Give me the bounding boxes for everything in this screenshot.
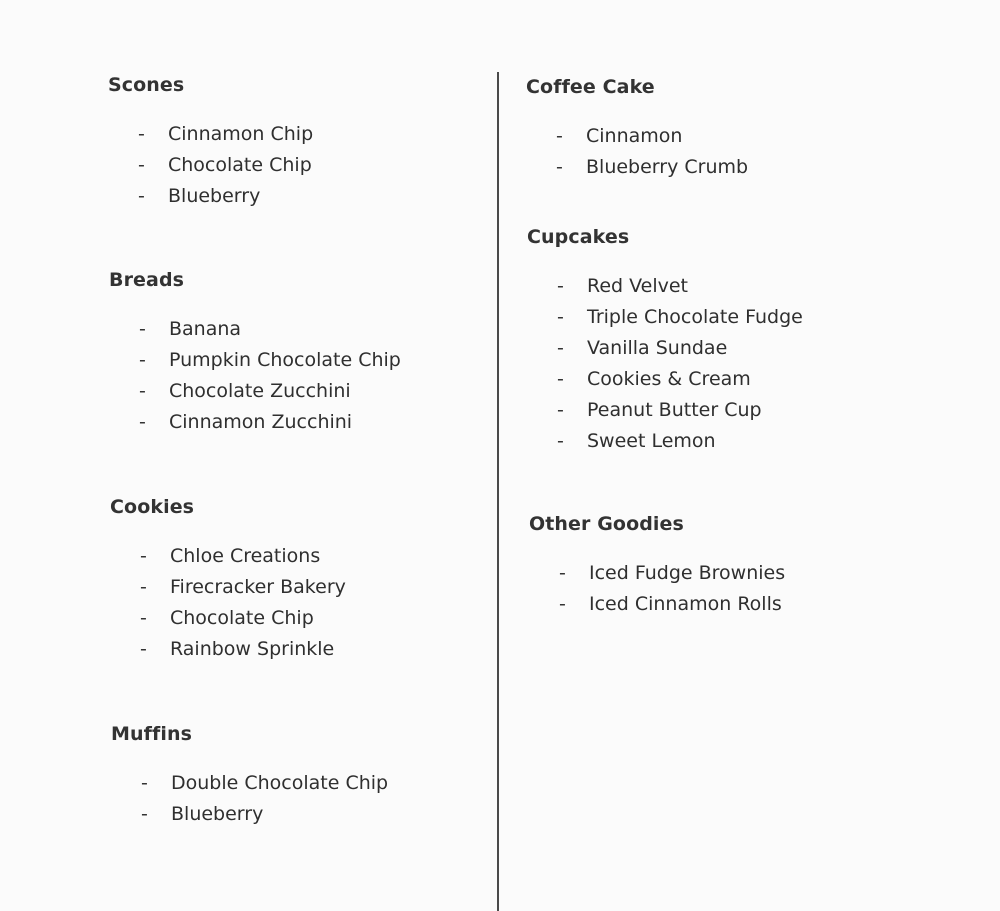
item-list xyxy=(529,558,785,620)
item-list xyxy=(527,271,803,457)
section-heading: Coffee Cake xyxy=(526,76,655,98)
list-item: - Iced Cinnamon Rolls xyxy=(529,589,785,620)
section-other-goodies xyxy=(529,512,785,620)
list-item: - Blueberry xyxy=(108,181,313,212)
list-item: - Sweet Lemon xyxy=(527,426,803,457)
item-list xyxy=(111,768,388,830)
list-item: - Firecracker Bakery xyxy=(110,572,346,603)
item-list xyxy=(110,541,346,665)
list-item: - Peanut Butter Cup xyxy=(527,395,803,426)
section-heading: Scones xyxy=(108,74,185,96)
list-item: - Banana xyxy=(109,314,401,345)
section-heading: Breads xyxy=(109,269,185,291)
section-heading: Muffins xyxy=(111,723,193,745)
item-list xyxy=(108,119,313,212)
section-cupcakes xyxy=(527,225,803,457)
list-item: - Cinnamon Chip xyxy=(108,119,313,150)
section-breads xyxy=(109,268,401,438)
item-list xyxy=(526,121,748,183)
list-item: - Red Velvet xyxy=(527,271,803,302)
list-item: - Cinnamon Zucchini xyxy=(109,407,401,438)
section-heading: Cupcakes xyxy=(527,226,630,248)
list-item: - Double Chocolate Chip xyxy=(111,768,388,799)
section-heading: Cookies xyxy=(110,496,195,518)
list-item: - Cinnamon xyxy=(526,121,748,152)
section-cookies xyxy=(110,495,346,665)
item-list xyxy=(109,314,401,438)
list-item: - Triple Chocolate Fudge xyxy=(527,302,803,333)
section-coffee-cake xyxy=(526,75,748,183)
list-item: - Vanilla Sundae xyxy=(527,333,803,364)
list-item: - Pumpkin Chocolate Chip xyxy=(109,345,401,376)
section-scones xyxy=(108,73,313,212)
list-item: - Iced Fudge Brownies xyxy=(529,558,785,589)
list-item: - Chocolate Zucchini xyxy=(109,376,401,407)
list-item: - Rainbow Sprinkle xyxy=(110,634,346,665)
list-item: - Blueberry xyxy=(111,799,388,830)
list-item: - Chocolate Chip xyxy=(108,150,313,181)
section-muffins xyxy=(111,722,388,830)
section-heading: Other Goodies xyxy=(529,513,684,535)
list-item: - Chocolate Chip xyxy=(110,603,346,634)
column-divider xyxy=(497,72,499,911)
list-item: - Chloe Creations xyxy=(110,541,346,572)
list-item: - Cookies & Cream xyxy=(527,364,803,395)
list-item: - Blueberry Crumb xyxy=(526,152,748,183)
